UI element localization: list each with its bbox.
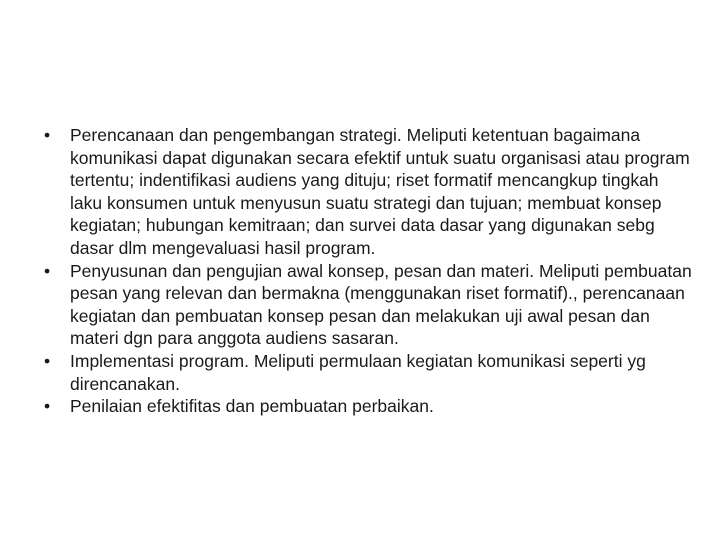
list-item	[44, 260, 694, 350]
bullet-icon: •	[44, 396, 51, 417]
list-item	[44, 395, 694, 418]
list-item-text: Penyusunan dan pengujian awal konsep, pesan dan materi. Meliputi pembuatan pesan yang relevan dan bermakna (menggunakan riset formatif)., perencanaan kegiatan dan pembuatan konsep pesan dan melakukan uji awal pesan dan materi dgn para anggota audiens sasaran.	[70, 260, 692, 349]
bullet-icon: •	[44, 125, 51, 145]
list-item	[44, 124, 694, 260]
list-item-text: Implementasi program. Meliputi permulaan kegiatan komunikasi seperti yg direncanakan.	[70, 350, 646, 394]
list-item	[44, 350, 694, 395]
bullet-icon: •	[44, 260, 51, 281]
list-item-text: Penilaian efektifitas dan pembuatan perbaikan.	[70, 396, 434, 417]
bullet-icon: •	[44, 350, 51, 371]
bullet-list	[44, 124, 694, 418]
list-item-text: Perencanaan dan pengembangan strategi. Meliputi ketentuan bagaimana komunikasi dapat digunakan secara efektif untuk suatu organisasi atau program tertentu; indentifikasi audiens yang dituju; riset formatif mencangkup tingkah laku konsumen untuk menyusun suatu strategi dan tujuan; membuat konsep kegiatan; hubungan kemitraan; dan survei data dasar yang digunakan sebg dasar dlm mengevaluasi hasil program.	[70, 125, 690, 258]
